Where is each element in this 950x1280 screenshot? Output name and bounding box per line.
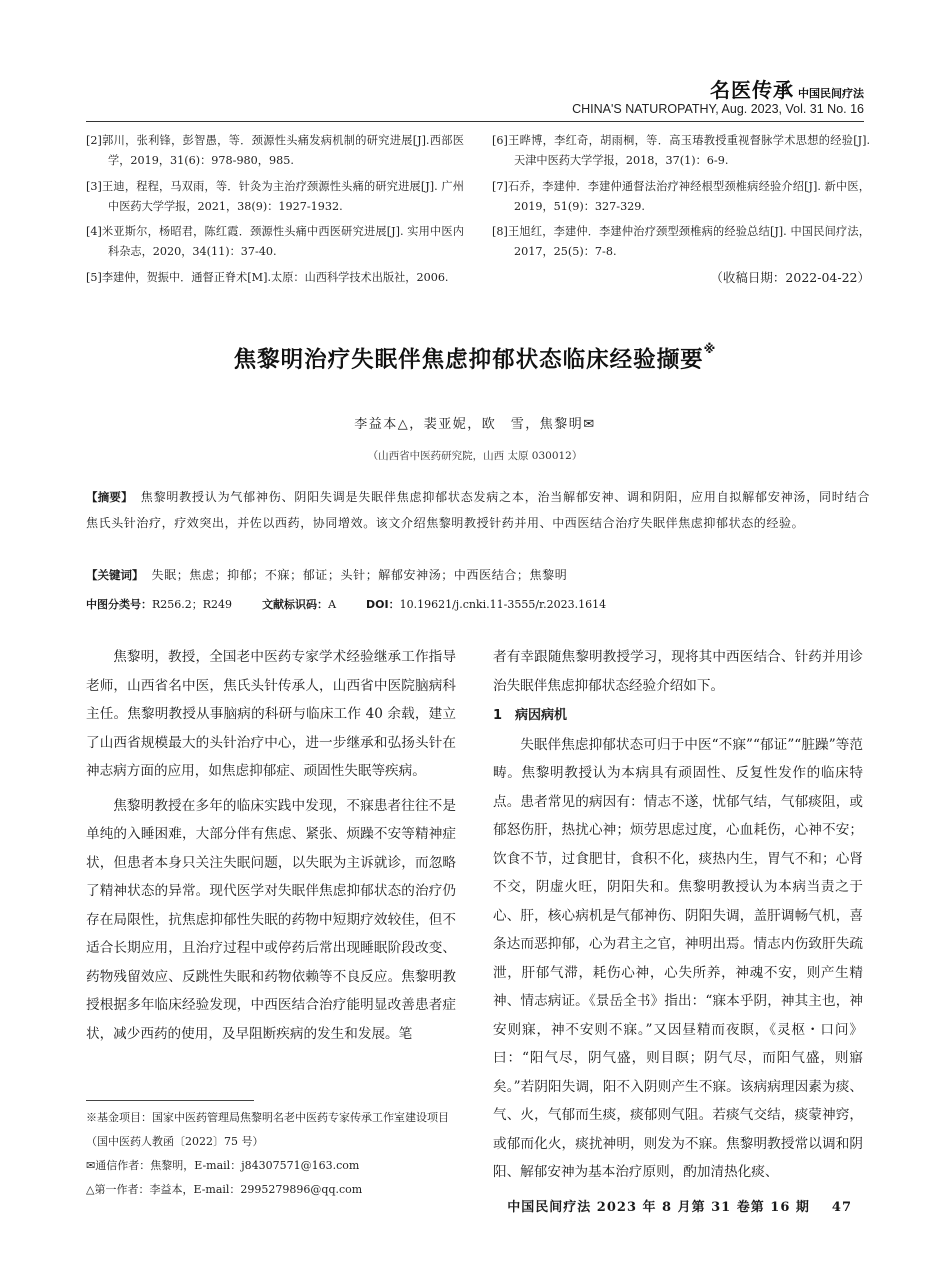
abstract-text: 焦黎明教授认为气郁神伤、阴阳失调是失眠伴焦虑抑郁状态发病之本，治当解郁安神、调和阴阳，应用自拟解郁安神汤，同时结合焦氏头针治疗，疗效突出，并佐以西药，协同增效。该文介绍焦黎明教授针药并用、中西医结合治疗失眠伴焦虑抑郁状态的经验。	[86, 490, 870, 530]
body-column-left	[86, 643, 456, 1048]
page-number: 47	[831, 1200, 852, 1215]
clc-code	[86, 596, 232, 612]
journal-brand	[710, 74, 864, 103]
brand-main-title: 名医传承	[710, 78, 794, 102]
body-paragraph: 焦黎明，教授，全国老中医药专家学术经验继承工作指导老师，山西省名中医，焦氏头针传承人，山西省中医院脑病科主任。焦黎明教授从事脑病的科研与临床工作 40 余载，建立了山西省规模最大的头针治疗中心，进一步继承和弘扬头针在神志病方面的应用，如焦虑抑郁症、顽固性失眠等疾病。	[86, 649, 456, 779]
doi-label: DOI：	[366, 598, 400, 611]
section-heading: 1 病因病机	[493, 708, 568, 723]
classification-line	[86, 596, 870, 612]
footnote-corresponding-author: ✉通信作者：焦黎明，E-mail：j84307571@163.com	[86, 1159, 360, 1172]
document-code	[262, 596, 336, 612]
reference-list-right	[492, 131, 870, 288]
footnote-first-author: △第一作者：李益本，E-mail：2995279896@qq.com	[86, 1183, 363, 1196]
clc-value: R256.2；R249	[152, 598, 233, 611]
doi	[366, 596, 606, 612]
footer-journal-issue: 中国民间疗法 2023 年 8 月第 31 卷第 16 期	[507, 1200, 810, 1215]
body-paragraph: 者有幸跟随焦黎明教授学习，现将其中西医结合、针药并用诊治失眠伴焦虑抑郁状态经验介绍如下。	[493, 649, 863, 694]
abstract-label: 【摘要】	[86, 490, 133, 504]
body-paragraph: 失眠伴焦虑抑郁状态可归于中医“不寐”“郁证”“脏躁”等范畴。焦黎明教授认为本病具有顽固性、反复性发作的临床特点。患者常见的病因有：情志不遂，忧郁气结，气郁痰阻，或郁怒伤肝，热扰心神；烦劳思虑过度，心血耗伤，心神不安；饮食不节，过食肥甘，食积不化，痰热内生，胃气不和；心肾不交，阴虚火旺，阴阳失和。焦黎明教授认为本病当责之于心、肝，核心病机是气郁神伤、阴阳失调，盖肝调畅气机，喜条达而恶抑郁，心为君主之官，神明出焉。情志内伤致肝失疏泄，肝郁气滞，耗伤心神，心失所养，神魂不安，则产生精神、情志病证。《景岳全书》指出：“寐本乎阴，神其主也，神安则寐，神不安则不寐。”又因昼精而夜瞑，《灵枢・口问》曰：“阳气尽，阴气盛，则目瞑；阴气尽，而阳气盛，则寤矣。”若阴阳失调，阳不入阴则产生不寐。该病病理因素为痰、气、火，气郁而生痰，痰郁则气阻。若痰气交结，痰蒙神窍，或郁而化火，痰扰神明，则发为不寐。焦黎明教授常以调和阴阳、解郁安神为基本治疗原则，酌加清热化痰、	[493, 736, 863, 1180]
author-list: 李益本△，裴亚妮，欧 雪，焦黎明✉	[354, 417, 596, 432]
reference-item: [2]郭川，张利锋，彭智愚，等．颈源性头痛发病机制的研究进展[J].西部医学，2019，31(6)：978-980，985.	[86, 134, 464, 168]
footnote-rule	[86, 1100, 254, 1101]
reference-item: [4]米亚斯尔，杨昭君，陈红霞．颈源性头痛中西医研究进展[J]. 实用中医内科杂志，2020，34(11)：37-40.	[86, 225, 464, 259]
keywords-label: 【关键词】	[86, 568, 144, 582]
doi-value: 10.19621/j.cnki.11-3555/r.2023.1614	[399, 598, 607, 611]
keywords-text: 失眠；焦虑；抑郁；不寐；郁证；头针；解郁安神汤；中西医结合；焦黎明	[151, 568, 568, 582]
reference-item: [6]王晔博，李红奇，胡雨桐，等．高玉瑃教授重视督脉学术思想的经验[J]. 天津中医药大学学报，2018，37(1)：6-9.	[492, 134, 870, 168]
article-title	[86, 342, 864, 374]
page-footer	[507, 1196, 852, 1215]
affiliation: （山西省中医药研究院，山西 太原 030012）	[367, 450, 583, 462]
doccode-label: 文献标识码：	[262, 598, 329, 611]
body-column-right	[493, 643, 863, 1187]
funding-mark: ※	[703, 342, 717, 356]
footnotes	[86, 1106, 466, 1202]
reference-item: [7]石乔，李建仲．李建仲通督法治疗神经根型颈椎病经验介绍[J]. 新中医，2019，51(9)：327-329.	[492, 179, 870, 213]
body-paragraph: 焦黎明教授在多年的临床实践中发现，不寐患者往往不是单纯的入睡困难，大部分伴有焦虑、紧张、烦躁不安等精神症状，但患者本身只关注失眠问题，以失眠为主诉就诊，而忽略了精神状态的异常。现代医学对失眠伴焦虑抑郁状态的治疗仍存在局限性，抗焦虑抑郁性失眠的药物中短期疗效较佳，但不适合长期应用，且治疗过程中或停药后常出现睡眠阶段改变、药物残留效应、反跳性失眠和药物依赖等不良反应。焦黎明教授根据多年临床经验发现，中西医结合治疗能明显改善患者症状，减少西药的使用，及早阻断疾病的发生和发展。笔	[86, 797, 456, 1042]
abstract	[86, 484, 870, 536]
doccode-value: A	[328, 598, 337, 611]
reference-item: [3]王迪，程程，马双雨，等．针灸为主治疗颈源性头痛的研究进展[J]. 广州中医药大学学报，2021，38(9)：1927-1932.	[86, 179, 464, 213]
journal-issue-line: CHINA'S NATUROPATHY, Aug. 2023, Vol. 31 No. 16	[572, 102, 864, 116]
article-title-text: 焦黎明治疗失眠伴焦虑抑郁状态临床经验撷要	[233, 347, 704, 373]
header-rule	[86, 121, 864, 122]
reference-item: [8]王旭红，李建仲．李建仲治疗颈型颈椎病的经验总结[J]. 中国民间疗法，2017，25(5)：7-8.	[492, 225, 870, 259]
received-date: （收稿日期：2022-04-22）	[710, 269, 870, 285]
clc-label: 中图分类号：	[86, 598, 152, 611]
reference-item: [5]李建仲，贺振中．通督正脊术[M].太原：山西科学技术出版社，2006.	[86, 270, 449, 284]
footnote-funding: ※基金项目：国家中医药管理局焦黎明名老中医药专家传承工作室建设项目（国中医药人教函〔2022〕75 号）	[86, 1111, 449, 1148]
keywords	[86, 564, 870, 586]
brand-sub-title: 中国民间疗法	[798, 87, 864, 100]
reference-list-left	[86, 131, 464, 293]
